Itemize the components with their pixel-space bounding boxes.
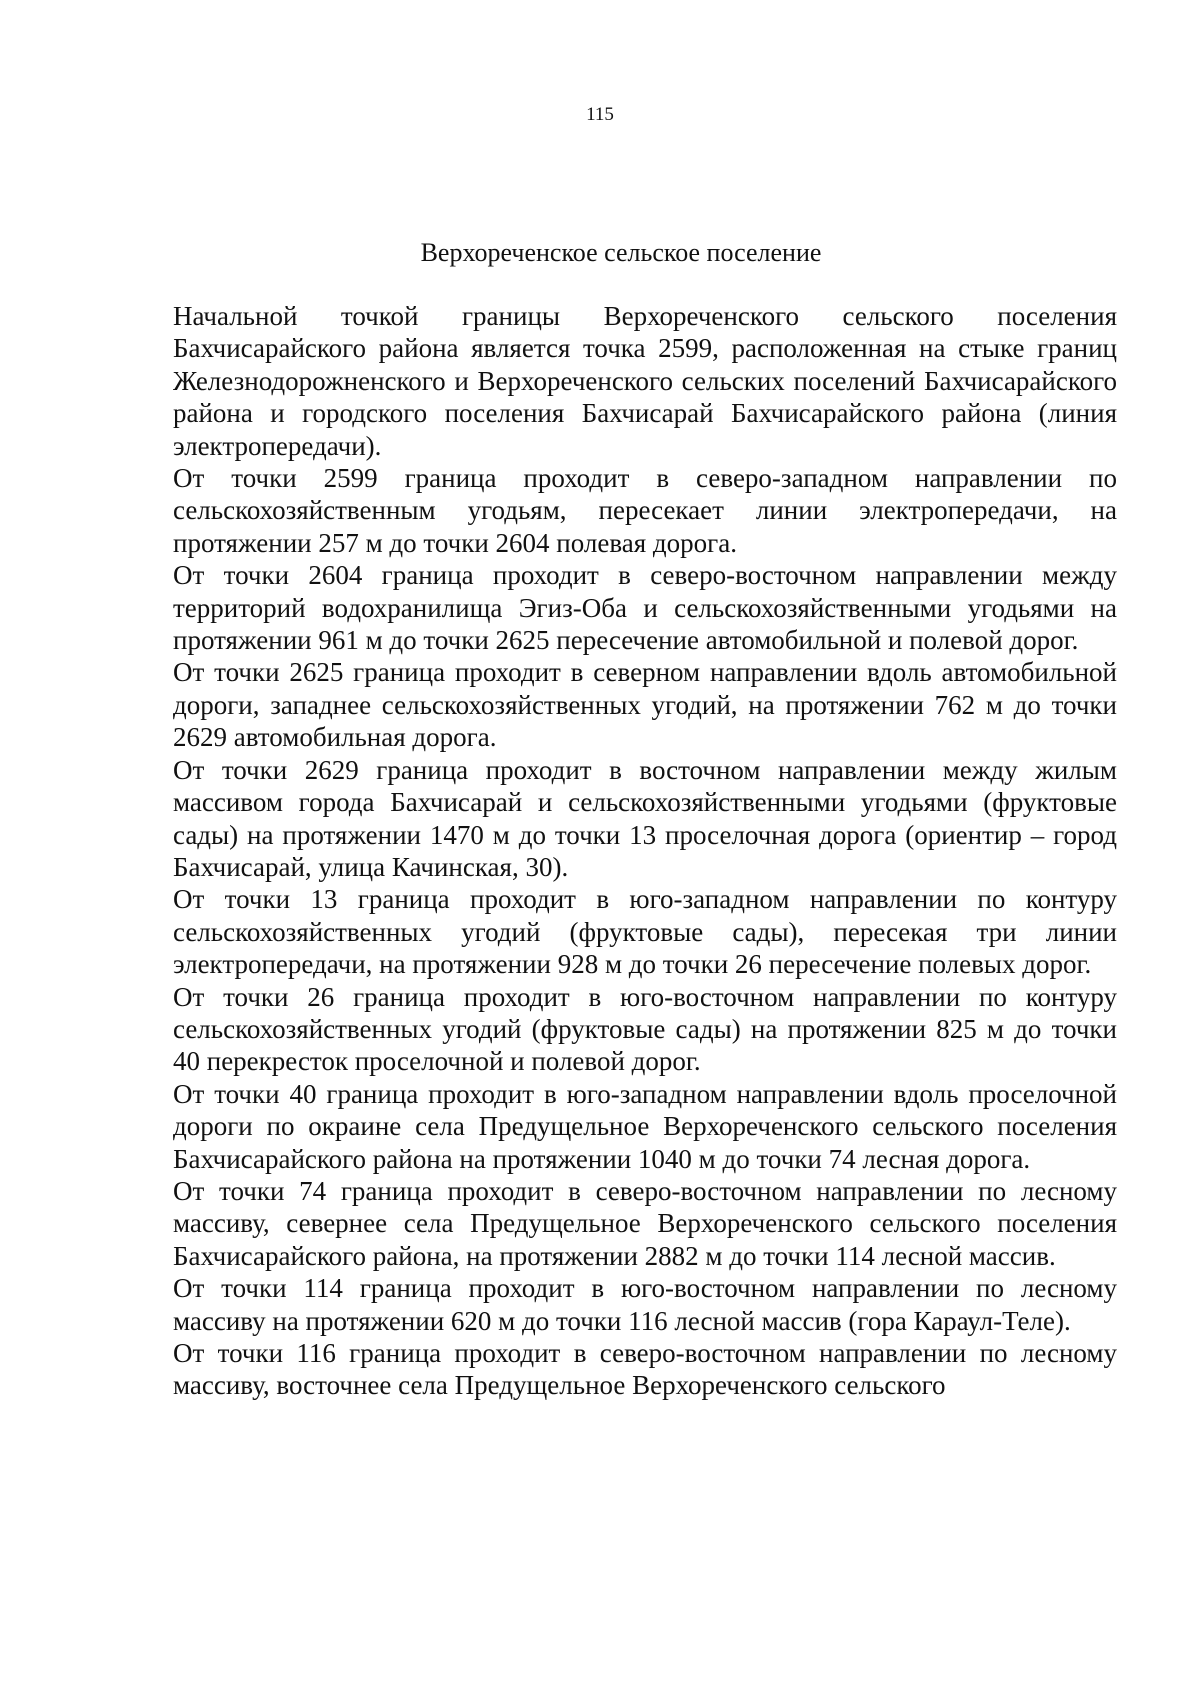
paragraph-point-26: От точки 26 граница проходит в юго-восточном направлении по контуру сельскохозяйственных угодий (фруктовые сады) на протяжении 825 м до точки 40 перекресток проселочной и полевой дорог.: [173, 981, 1117, 1077]
document-body: [173, 300, 1117, 1402]
paragraph-point-114: От точки 114 граница проходит в юго-восточном направлении по лесному массиву на протяжении 620 м до точки 116 лесной массив (гора Караул-Теле).: [173, 1273, 1117, 1336]
page-number: 115: [586, 104, 614, 125]
paragraph-point-2629: От точки 2629 граница проходит в восточном направлении между жилым массивом города Бахчисарай и сельскохозяйственными угодьями (фруктовые сады) на протяжении 1470 м до точки 13 проселочная дорога (ориентир – город Бахчисарай, улица Качинская, 30).: [173, 754, 1117, 882]
document-title: Верхореченское сельское поселение: [420, 238, 822, 267]
paragraph-start-point: Начальной точкой границы Верхореченского сельского поселения Бахчисарайского района является точка 2599, расположенная на стыке границ Железнодорожненского и Верхореченского сельских поселений Бахчисарайского района и городского поселения Бахчисарай Бахчисарайского района (линия электропередачи).: [173, 301, 1117, 461]
paragraph-point-74: От точки 74 граница проходит в северо-восточном направлении по лесному массиву, севернее села Предущельное Верхореченского сельского поселения Бахчисарайского района, на протяжении 2882 м до точки 114 лесной массив.: [173, 1175, 1117, 1271]
paragraph-point-13: От точки 13 граница проходит в юго-западном направлении по контуру сельскохозяйственных угодий (фруктовые сады), пересекая три линии электропередачи, на протяжении 928 м до точки 26 пересечение полевых дорог.: [173, 884, 1117, 980]
paragraph-point-2625: От точки 2625 граница проходит в северном направлении вдоль автомобильной дороги, западнее сельскохозяйственных угодий, на протяжении 762 м до точки 2629 автомобильная дорога.: [173, 657, 1117, 753]
paragraph-point-40: От точки 40 граница проходит в юго-западном направлении вдоль проселочной дороги по окраине села Предущельное Верхореченского сельского поселения Бахчисарайского района на протяжении 1040 м до точки 74 лесная дорога.: [173, 1078, 1117, 1174]
paragraph-point-2604: От точки 2604 граница проходит в северо-восточном направлении между территорий водохранилища Эгиз-Оба и сельскохозяйственными угодьями на протяжении 961 м до точки 2625 пересечение автомобильной и полевой дорог.: [173, 560, 1117, 656]
paragraph-point-2599: От точки 2599 граница проходит в северо-западном направлении по сельскохозяйственным угодьям, пересекает линии электропередачи, на протяжении 257 м до точки 2604 полевая дорога.: [173, 463, 1117, 558]
paragraph-point-116: От точки 116 граница проходит в северо-восточном направлении по лесному массиву, восточнее села Предущельное Верхореченского сельского: [173, 1338, 1117, 1401]
